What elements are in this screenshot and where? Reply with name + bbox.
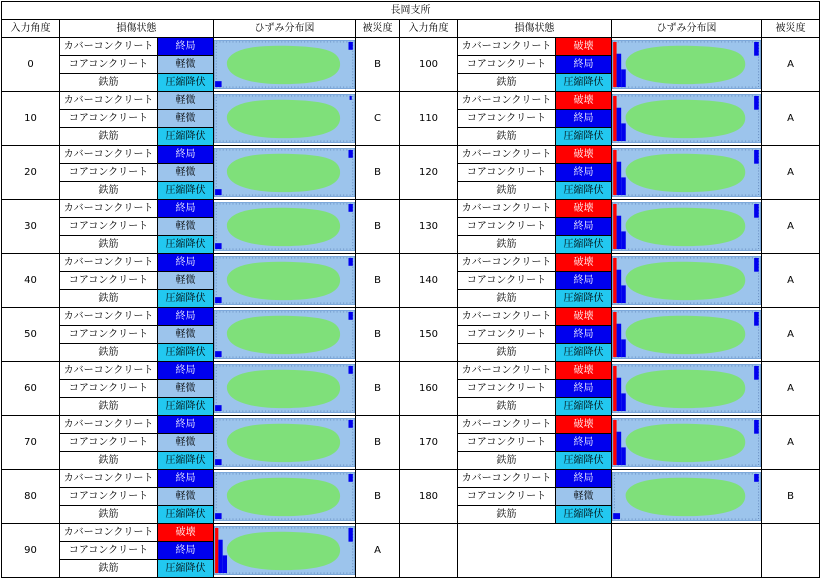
record-row [2, 470, 820, 488]
state-badge: 終局 [556, 380, 612, 398]
strain-diagram [612, 92, 762, 146]
state-badge: 終局 [556, 470, 612, 488]
strain-diagram [612, 38, 762, 92]
strain-diagram [612, 200, 762, 254]
state-badge: 軽微 [158, 92, 214, 110]
grade-cell: A [762, 200, 820, 254]
part-label: 鉄筋 [60, 398, 158, 416]
empty-cell [400, 524, 458, 578]
part-label: カバーコンクリート [458, 146, 556, 164]
state-badge: 破壊 [556, 92, 612, 110]
part-label: 鉄筋 [60, 128, 158, 146]
state-badge: 終局 [158, 200, 214, 218]
part-label: カバーコンクリート [60, 416, 158, 434]
state-badge: 軽微 [158, 56, 214, 74]
state-badge: 破壊 [158, 524, 214, 542]
part-label: カバーコンクリート [60, 146, 158, 164]
strain-diagram [214, 146, 356, 200]
header-grade: 被災度 [356, 20, 400, 38]
angle-cell: 90 [2, 524, 60, 578]
angle-cell: 70 [2, 416, 60, 470]
state-badge: 軽微 [158, 380, 214, 398]
grade-cell: A [356, 524, 400, 578]
state-badge: 破壊 [556, 362, 612, 380]
state-badge: 圧縮降伏 [158, 290, 214, 308]
record-row [2, 308, 820, 326]
record-row [2, 146, 820, 164]
strain-diagram [612, 254, 762, 308]
record-row [2, 38, 820, 56]
state-badge: 終局 [556, 164, 612, 182]
state-badge: 破壊 [556, 254, 612, 272]
header-damage: 損傷状態 [60, 20, 214, 38]
state-badge: 圧縮降伏 [158, 506, 214, 524]
record-row [2, 92, 820, 110]
record-row [2, 524, 820, 542]
state-badge: 軽微 [158, 164, 214, 182]
record-row [2, 362, 820, 380]
strain-diagram [612, 416, 762, 470]
part-label: 鉄筋 [458, 452, 556, 470]
part-label: コアコンクリート [458, 164, 556, 182]
state-badge: 圧縮降伏 [556, 452, 612, 470]
grade-cell: A [762, 92, 820, 146]
record-row [2, 416, 820, 434]
part-label: コアコンクリート [458, 272, 556, 290]
state-badge: 終局 [158, 416, 214, 434]
grade-cell: B [762, 470, 820, 524]
angle-cell: 150 [400, 308, 458, 362]
state-badge: 軽微 [556, 488, 612, 506]
state-badge: 軽微 [158, 326, 214, 344]
part-label: コアコンクリート [60, 488, 158, 506]
part-label: カバーコンクリート [60, 308, 158, 326]
strain-diagram [214, 524, 356, 578]
state-badge: 圧縮降伏 [556, 74, 612, 92]
part-label: コアコンクリート [458, 488, 556, 506]
part-label: カバーコンクリート [60, 362, 158, 380]
part-label: 鉄筋 [60, 290, 158, 308]
state-badge: 圧縮降伏 [556, 128, 612, 146]
part-label: カバーコンクリート [458, 38, 556, 56]
grade-cell: B [356, 362, 400, 416]
grade-cell: A [762, 254, 820, 308]
state-badge: 圧縮降伏 [158, 398, 214, 416]
state-badge: 圧縮降伏 [158, 452, 214, 470]
part-label: 鉄筋 [60, 452, 158, 470]
angle-cell: 130 [400, 200, 458, 254]
part-label: カバーコンクリート [458, 470, 556, 488]
strain-diagram [612, 308, 762, 362]
part-label: 鉄筋 [458, 74, 556, 92]
state-badge: 終局 [556, 272, 612, 290]
state-badge: 圧縮降伏 [556, 506, 612, 524]
state-badge: 終局 [158, 308, 214, 326]
part-label: 鉄筋 [60, 236, 158, 254]
state-badge: 軽微 [158, 272, 214, 290]
part-label: コアコンクリート [458, 380, 556, 398]
state-badge: 終局 [556, 110, 612, 128]
part-label: カバーコンクリート [458, 362, 556, 380]
angle-cell: 100 [400, 38, 458, 92]
angle-cell: 60 [2, 362, 60, 416]
state-badge: 軽微 [158, 488, 214, 506]
state-badge: 終局 [158, 362, 214, 380]
part-label: コアコンクリート [60, 110, 158, 128]
angle-cell: 20 [2, 146, 60, 200]
empty-cell [458, 524, 612, 578]
grade-cell: A [762, 362, 820, 416]
state-badge: 終局 [158, 470, 214, 488]
part-label: 鉄筋 [60, 344, 158, 362]
strain-diagram [214, 38, 356, 92]
state-badge: 終局 [158, 542, 214, 560]
strain-diagram [612, 470, 762, 524]
angle-cell: 50 [2, 308, 60, 362]
header-row [2, 20, 820, 38]
damage-report-table [1, 1, 820, 578]
strain-diagram [612, 362, 762, 416]
state-badge: 終局 [158, 146, 214, 164]
part-label: コアコンクリート [60, 272, 158, 290]
state-badge: 破壊 [556, 146, 612, 164]
angle-cell: 170 [400, 416, 458, 470]
part-label: コアコンクリート [60, 326, 158, 344]
part-label: 鉄筋 [60, 74, 158, 92]
header-grade: 被災度 [762, 20, 820, 38]
state-badge: 終局 [556, 326, 612, 344]
grade-cell: B [356, 470, 400, 524]
part-label: カバーコンクリート [60, 524, 158, 542]
part-label: 鉄筋 [458, 128, 556, 146]
part-label: カバーコンクリート [458, 254, 556, 272]
part-label: カバーコンクリート [60, 200, 158, 218]
angle-cell: 180 [400, 470, 458, 524]
part-label: コアコンクリート [458, 110, 556, 128]
part-label: カバーコンクリート [458, 416, 556, 434]
strain-diagram [214, 416, 356, 470]
grade-cell: A [762, 308, 820, 362]
grade-cell: A [762, 38, 820, 92]
strain-diagram [214, 362, 356, 416]
part-label: コアコンクリート [60, 218, 158, 236]
part-label: 鉄筋 [458, 236, 556, 254]
state-badge: 軽微 [158, 218, 214, 236]
part-label: コアコンクリート [60, 380, 158, 398]
part-label: 鉄筋 [458, 182, 556, 200]
grade-cell: B [356, 254, 400, 308]
state-badge: 終局 [556, 218, 612, 236]
part-label: 鉄筋 [60, 182, 158, 200]
part-label: カバーコンクリート [458, 92, 556, 110]
state-badge: 終局 [556, 434, 612, 452]
grade-cell: B [356, 38, 400, 92]
part-label: カバーコンクリート [458, 308, 556, 326]
part-label: コアコンクリート [458, 434, 556, 452]
header-damage: 損傷状態 [458, 20, 612, 38]
state-badge: 終局 [158, 38, 214, 56]
header-diagram: ひずみ分布図 [214, 20, 356, 38]
sheet-title: 長岡支所 [2, 2, 820, 20]
angle-cell: 30 [2, 200, 60, 254]
state-badge: 軽微 [158, 110, 214, 128]
part-label: カバーコンクリート [60, 38, 158, 56]
empty-cell [762, 524, 820, 578]
part-label: 鉄筋 [60, 560, 158, 578]
strain-diagram [612, 146, 762, 200]
state-badge: 終局 [556, 56, 612, 74]
part-label: カバーコンクリート [60, 470, 158, 488]
part-label: 鉄筋 [458, 290, 556, 308]
part-label: コアコンクリート [60, 434, 158, 452]
grade-cell: B [356, 308, 400, 362]
state-badge: 終局 [158, 254, 214, 272]
state-badge: 圧縮降伏 [158, 236, 214, 254]
state-badge: 圧縮降伏 [158, 128, 214, 146]
grade-cell: B [356, 416, 400, 470]
part-label: コアコンクリート [458, 326, 556, 344]
part-label: カバーコンクリート [60, 254, 158, 272]
strain-diagram [214, 200, 356, 254]
header-angle: 入力角度 [400, 20, 458, 38]
angle-cell: 120 [400, 146, 458, 200]
state-badge: 破壊 [556, 200, 612, 218]
state-badge: 圧縮降伏 [556, 182, 612, 200]
grade-cell: C [356, 92, 400, 146]
header-angle: 入力角度 [2, 20, 60, 38]
state-badge: 圧縮降伏 [158, 560, 214, 578]
angle-cell: 140 [400, 254, 458, 308]
state-badge: 圧縮降伏 [158, 74, 214, 92]
part-label: カバーコンクリート [60, 92, 158, 110]
record-row [2, 254, 820, 272]
part-label: 鉄筋 [458, 398, 556, 416]
angle-cell: 0 [2, 38, 60, 92]
strain-diagram [214, 470, 356, 524]
part-label: 鉄筋 [458, 506, 556, 524]
angle-cell: 160 [400, 362, 458, 416]
grade-cell: B [356, 200, 400, 254]
state-badge: 圧縮降伏 [556, 236, 612, 254]
state-badge: 圧縮降伏 [556, 398, 612, 416]
angle-cell: 10 [2, 92, 60, 146]
part-label: 鉄筋 [60, 506, 158, 524]
state-badge: 圧縮降伏 [158, 182, 214, 200]
state-badge: 圧縮降伏 [556, 344, 612, 362]
state-badge: 破壊 [556, 416, 612, 434]
part-label: コアコンクリート [458, 218, 556, 236]
state-badge: 軽微 [158, 434, 214, 452]
angle-cell: 110 [400, 92, 458, 146]
state-badge: 圧縮降伏 [158, 344, 214, 362]
state-badge: 圧縮降伏 [556, 290, 612, 308]
part-label: コアコンクリート [60, 542, 158, 560]
strain-diagram [214, 254, 356, 308]
part-label: コアコンクリート [458, 56, 556, 74]
grade-cell: A [762, 146, 820, 200]
state-badge: 破壊 [556, 38, 612, 56]
strain-diagram [214, 308, 356, 362]
state-badge: 破壊 [556, 308, 612, 326]
record-row [2, 200, 820, 218]
strain-diagram [214, 92, 356, 146]
part-label: カバーコンクリート [458, 200, 556, 218]
grade-cell: A [762, 416, 820, 470]
header-diagram: ひずみ分布図 [612, 20, 762, 38]
part-label: 鉄筋 [458, 344, 556, 362]
angle-cell: 40 [2, 254, 60, 308]
grade-cell: B [356, 146, 400, 200]
part-label: コアコンクリート [60, 56, 158, 74]
part-label: コアコンクリート [60, 164, 158, 182]
angle-cell: 80 [2, 470, 60, 524]
empty-cell [612, 524, 762, 578]
